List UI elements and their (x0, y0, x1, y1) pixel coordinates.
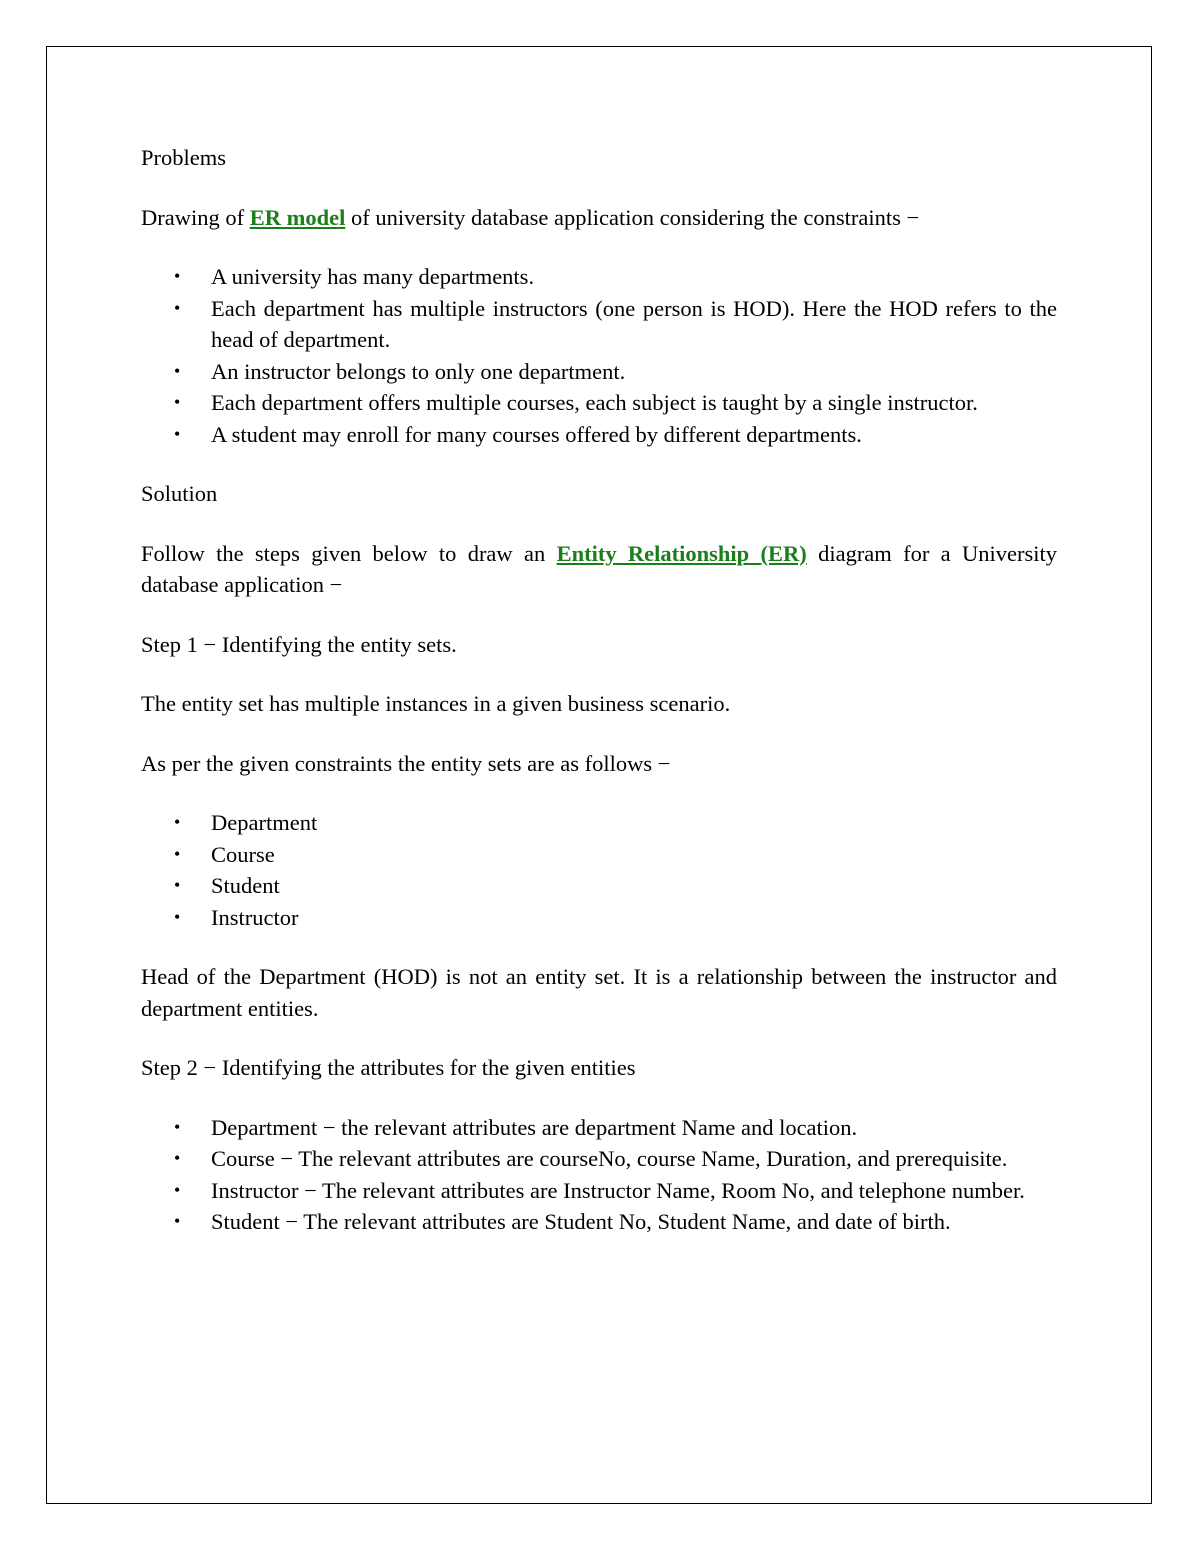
list-item: • Student − The relevant attributes are Student No, Student Name, and date of birth. (141, 1206, 1057, 1238)
document-body (141, 142, 1057, 1238)
constraints-list (141, 261, 1057, 450)
list-item: • Department − the relevant attributes are department Name and location. (141, 1112, 1057, 1144)
er-model-link[interactable]: ER model (249, 204, 346, 230)
solution-heading: Solution (141, 481, 218, 506)
follow-text-before: Follow the steps given below to draw an (141, 540, 557, 566)
list-item: • A student may enroll for many courses offered by different departments. (141, 419, 1057, 451)
step1-heading: Step 1 − Identifying the entity sets. (141, 631, 457, 657)
intro-text-after: of university database application considering the constraints − (345, 204, 920, 230)
step2-heading: Step 2 − Identifying the attributes for the given entities (141, 1055, 636, 1080)
list-item: • Course − The relevant attributes are courseNo, course Name, Duration, and prerequisite. (141, 1143, 1057, 1175)
hod-note: Head of the Department (HOD) is not an entity set. It is a relationship between the instructor and department entities. (141, 964, 1057, 1021)
follow-paragraph (141, 538, 1057, 601)
list-item: • Each department has multiple instructors (one person is HOD). Here the HOD refers to the head of department. (141, 293, 1057, 356)
list-item: • Each department offers multiple courses, each subject is taught by a single instructor. (141, 387, 1057, 419)
list-item: • Instructor − The relevant attributes are Instructor Name, Room No, and telephone number. (141, 1175, 1057, 1207)
list-item: • Department (141, 807, 1057, 839)
list-item: • A university has many departments. (141, 261, 1057, 293)
problems-heading: Problems (141, 145, 227, 170)
intro-paragraph (141, 202, 1057, 234)
intro-text-before: Drawing of (141, 204, 250, 230)
list-item: • Course (141, 839, 1057, 871)
follow-text-after: diagram for a University database application − (141, 540, 1057, 597)
as-per-paragraph: As per the given constraints the entity sets are as follows − (141, 750, 671, 776)
list-item: • An instructor belongs to only one department. (141, 356, 1057, 388)
entity-relationship-link[interactable]: Entity Relationship (ER) (556, 540, 807, 566)
entity-note: The entity set has multiple instances in a given business scenario. (141, 691, 731, 716)
attributes-list (141, 1112, 1057, 1238)
list-item: • Student (141, 870, 1057, 902)
entities-list (141, 807, 1057, 933)
list-item: • Instructor (141, 902, 1057, 934)
